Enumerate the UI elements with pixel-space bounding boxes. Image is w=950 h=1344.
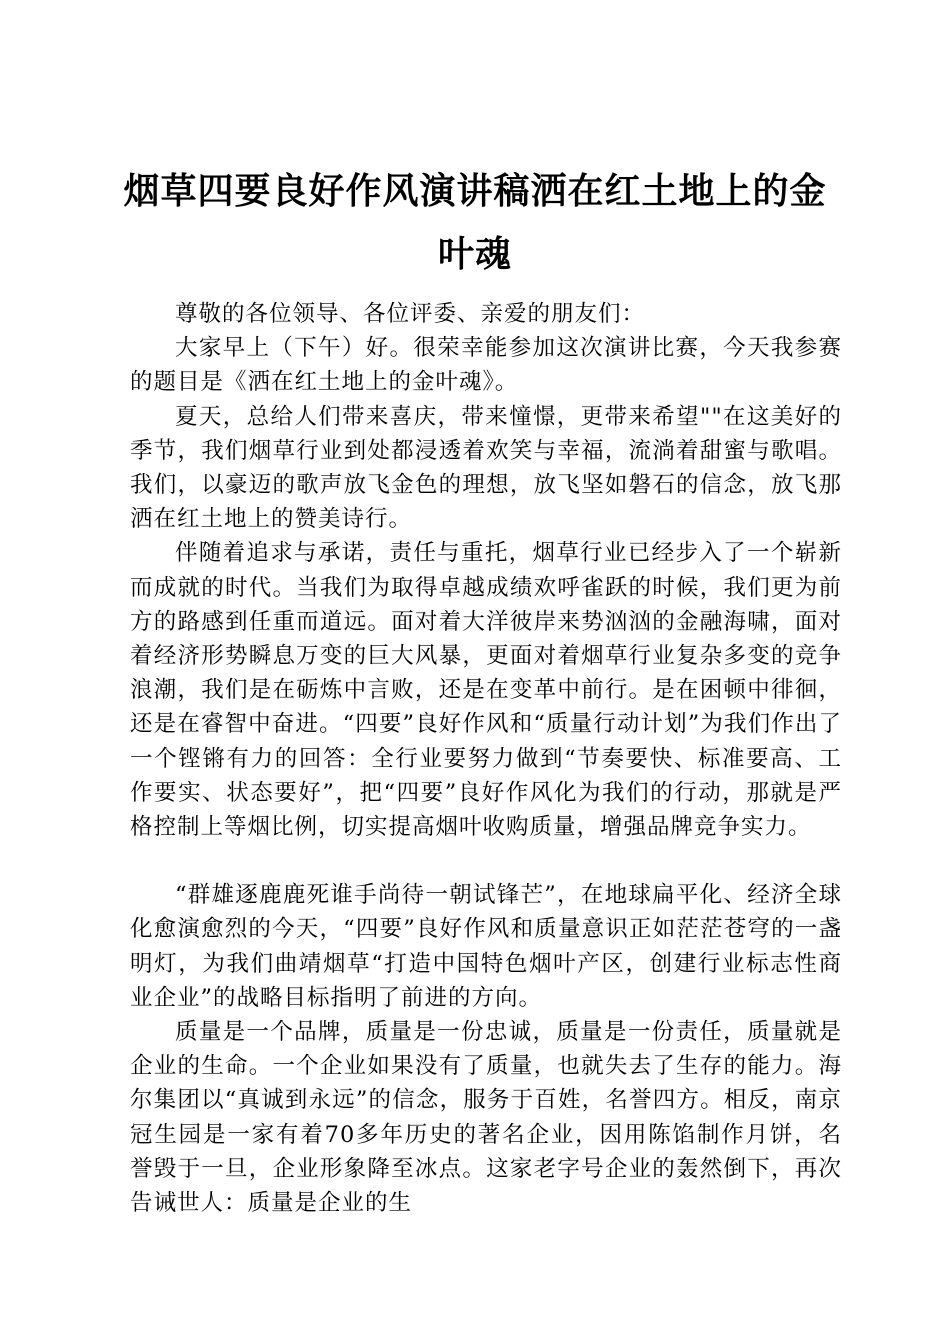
document-body	[130, 297, 842, 1220]
paragraph-greeting: 大家早上（下午）好。很荣幸能参加这次演讲比赛，今天我参赛的题目是《洒在红土地上的金叶魂》。	[130, 335, 842, 396]
paragraph-summer: 夏天，总给人们带来喜庆，带来憧憬，更带来希望""在这美好的季节，我们烟草行业到处都浸透着欢笑与幸福，流淌着甜蜜与歌唱。我们，以豪迈的歌声放飞金色的理想，放飞坚如磐石的信念，放飞那洒在红土地上的赞美诗行。	[130, 403, 842, 533]
paragraph-era: 伴随着追求与承诺，责任与重托，烟草行业已经步入了一个崭新而成就的时代。当我们为取得卓越成绩欢呼雀跃的时候，我们更为前方的路感到任重而道远。面对着大洋彼岸来势汹汹的金融海啸，面对着经济形势瞬息万变的巨大风暴，更面对着烟草行业复杂多变的竞争浪潮，我们是在砺炼中言败，还是在变革中前行。是在困顿中徘徊，还是在睿智中奋进。“四要”良好作风和“质量行动计划”为我们作出了一个铿锵有力的回答：全行业要努力做到“节奏要快、标准要高、工作要实、状态要好”，把“四要”良好作风化为我们的行动，那就是严格控制上等烟比例，切实提高烟叶收购质量，增强品牌竞争实力。	[130, 540, 842, 841]
paragraph-quality: 质量是一个品牌，质量是一份忠诚，质量是一份责任，质量就是企业的生命。一个企业如果没有了质量，也就失去了生存的能力。海尔集团以“真诚到永远”的信念，服务于百姓，名誉四方。相反，南京冠生园是一家有着70多年历史的著名企业，因用陈馅制作月饼，名誉毁于一旦，企业形象降至冰点。这家老字号企业的轰然倒下，再次告诫世人：质量是企业的生	[130, 1019, 842, 1217]
paragraph-competition: “群雄逐鹿鹿死谁手尚待一朝试锋芒”，在地球扁平化、经济全球化愈演愈烈的今天，“四要”良好作风和质量意识正如茫茫苍穹的一盏明灯，为我们曲靖烟草“打造中国特色烟叶产区，创建行业标志性商业企业”的战略目标指明了前进的方向。	[130, 882, 842, 1011]
document-title: 烟草四要良好作风演讲稿洒在红土地上的金叶魂	[123, 170, 827, 275]
paragraph-salutation: 尊敬的各位领导、各位评委、亲爱的朋友们：	[175, 301, 646, 327]
